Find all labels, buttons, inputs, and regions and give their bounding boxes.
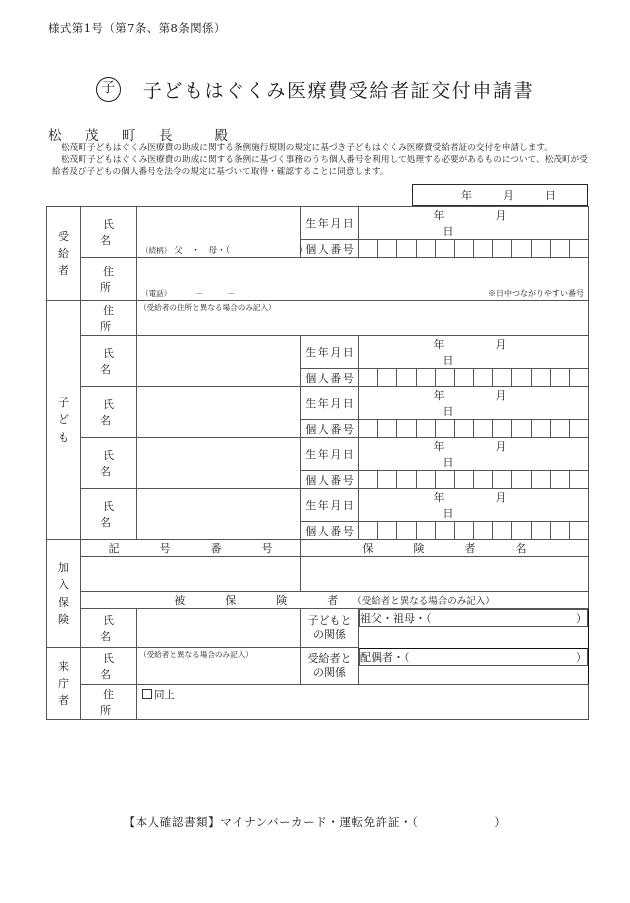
visitor-relation-value: 配偶者・（ — [360, 650, 410, 664]
child-1-name-row — [47, 336, 589, 369]
mynumber-digit[interactable] — [417, 420, 436, 437]
child-2-name-label: 氏 名 — [81, 387, 137, 438]
mynumber-digit[interactable] — [378, 522, 397, 539]
insured-name-label: 氏 名 — [81, 609, 137, 648]
recipient-mynumber-input[interactable] — [359, 240, 589, 258]
child-2-mynumber-label: 個人番号 — [301, 420, 359, 438]
child-3-name-row — [47, 438, 589, 471]
child-4-mynumber-input[interactable] — [359, 522, 589, 540]
mynumber-digit[interactable] — [532, 420, 551, 437]
insurance-insurer-name-header: 保 険 者 名 — [301, 540, 589, 557]
form-number: 様式第1号（第7条、第8条関係） — [48, 21, 226, 35]
checkbox-icon[interactable] — [142, 689, 152, 699]
recipient-name-input[interactable] — [137, 207, 308, 258]
mynumber-digit[interactable] — [532, 522, 551, 539]
mynumber-digit[interactable] — [378, 369, 397, 386]
mynumber-digit[interactable] — [493, 369, 512, 386]
mynumber-digit[interactable] — [532, 471, 551, 488]
date-month-label: 月 — [503, 189, 514, 202]
child-4-bd-year: 年 — [433, 491, 445, 504]
phone-dash-2: － — [227, 289, 236, 298]
visitor-relation-label: 受給者と の関係 — [301, 648, 359, 685]
child-2-name-row — [47, 387, 589, 420]
child-2-name-input[interactable] — [137, 387, 301, 438]
mynumber-digit[interactable] — [493, 420, 512, 437]
visitor-same-address-label: 同上 — [154, 689, 175, 701]
visitor-name-label: 氏 名 — [81, 648, 137, 685]
child-3-birthdate-label: 生年月日 — [301, 438, 359, 471]
child-2-birthdate-input[interactable] — [359, 387, 589, 420]
mynumber-digit[interactable] — [551, 240, 570, 257]
mynumber-digit[interactable] — [455, 522, 474, 539]
visitor-same-address-option[interactable] — [137, 685, 588, 704]
insured-relation-value: 祖父・祖母・（ — [360, 612, 432, 625]
insured-relation-input[interactable] — [359, 609, 588, 627]
child-2-mynumber-input[interactable] — [359, 420, 589, 438]
mynumber-digit[interactable] — [397, 240, 416, 257]
insurance-symbol-number-input[interactable] — [81, 557, 301, 592]
child-2-bd-day: 日 — [442, 405, 454, 418]
insured-relation-label: 子どもと の関係 — [301, 609, 359, 648]
form-title-row — [0, 76, 630, 103]
mynumber-digit[interactable] — [512, 471, 531, 488]
child-1-name-input[interactable] — [137, 336, 301, 387]
insurance-symbol-number-header: 記 号 番 号 — [81, 540, 301, 557]
recipient-relation-close: ） — [298, 246, 308, 256]
visitor-name-input[interactable] — [137, 648, 301, 685]
mynumber-digit[interactable] — [378, 420, 397, 437]
mynumber-digit[interactable] — [493, 522, 512, 539]
recipient-phone-line[interactable] — [137, 288, 588, 300]
id-docs-label: 【本人確認書類】 — [123, 815, 221, 829]
child-1-name-label: 氏 名 — [81, 336, 137, 387]
insurance-section-label: 加 入 保 険 — [47, 540, 81, 648]
insurance-values-row — [47, 557, 589, 592]
child-4-birthdate-label: 生年月日 — [301, 489, 359, 522]
mynumber-digit[interactable] — [532, 240, 551, 257]
date-year-label: 年 — [461, 189, 472, 202]
application-table — [46, 206, 589, 720]
child-1-bd-day: 日 — [442, 354, 454, 367]
recipient-birthdate-input[interactable] — [359, 207, 589, 240]
mynumber-digit[interactable] — [474, 471, 493, 488]
visitor-section-label: 来 庁 者 — [47, 648, 81, 720]
id-documents-footer — [0, 814, 630, 830]
mynumber-digit[interactable] — [436, 240, 455, 257]
mynumber-digit[interactable] — [570, 471, 588, 488]
children-address-input[interactable] — [137, 301, 589, 336]
mynumber-digit[interactable] — [455, 420, 474, 437]
mynumber-digit[interactable] — [474, 369, 493, 386]
addressee: 松 茂 町 長 殿 — [48, 128, 233, 144]
mynumber-digit[interactable] — [417, 369, 436, 386]
mynumber-digit[interactable] — [551, 522, 570, 539]
recipient-phone-note: ※日中つながりやすい番号 — [488, 289, 584, 298]
recipient-bd-month: 月 — [495, 209, 507, 222]
mynumber-digit[interactable] — [359, 420, 378, 437]
insured-header-text: 被 保 険 者 — [174, 594, 345, 607]
mynumber-digit[interactable] — [493, 471, 512, 488]
child-3-bd-year: 年 — [433, 440, 445, 453]
recipient-section-label: 受 給 者 — [47, 207, 81, 301]
mynumber-digit[interactable] — [397, 471, 416, 488]
circled-ko-icon: 子 — [96, 77, 121, 102]
mynumber-digit[interactable] — [512, 369, 531, 386]
paragraph-1: 松茂町子どもはぐくみ医療費の助成に関する条例施行規則の規定に基づき子どもはぐくみ医療費受給者証の交付を申請します。 — [61, 143, 554, 153]
mynumber-digit[interactable] — [359, 522, 378, 539]
child-1-birthdate-label: 生年月日 — [301, 336, 359, 369]
child-1-mynumber-input[interactable] — [359, 369, 589, 387]
child-4-name-label: 氏 名 — [81, 489, 137, 540]
children-address-row — [47, 301, 589, 336]
recipient-address-row — [47, 258, 589, 301]
id-docs-close: ） — [494, 815, 507, 829]
mynumber-digit[interactable] — [551, 420, 570, 437]
page-title: 子どもはぐくみ医療費受給者証交付申請書 — [142, 80, 535, 102]
mynumber-digit[interactable] — [436, 420, 455, 437]
child-1-bd-year: 年 — [433, 338, 445, 351]
mynumber-digit[interactable] — [359, 471, 378, 488]
insured-header-note: （受給者と異なる場合のみ記入） — [352, 596, 495, 607]
phone-dash-1: － — [195, 289, 204, 298]
mynumber-digit[interactable] — [512, 522, 531, 539]
child-4-bd-day: 日 — [442, 507, 454, 520]
mynumber-digit[interactable] — [378, 240, 397, 257]
visitor-address-row — [47, 685, 589, 720]
recipient-mynumber-label: 個人番号 — [301, 240, 359, 258]
mynumber-digit[interactable] — [570, 369, 588, 386]
visitor-relation-input[interactable] — [359, 648, 588, 666]
recipient-bd-day: 日 — [442, 225, 454, 238]
mynumber-digit[interactable] — [532, 369, 551, 386]
children-address-label: 住 所 — [81, 301, 137, 336]
insured-name-input[interactable] — [137, 609, 301, 648]
insurance-header-row — [47, 540, 589, 557]
child-3-mynumber-label: 個人番号 — [301, 471, 359, 489]
insured-person-header — [81, 592, 589, 609]
mynumber-digit[interactable] — [551, 471, 570, 488]
mynumber-digit[interactable] — [417, 522, 436, 539]
insured-header-row — [47, 592, 589, 609]
mynumber-boxes[interactable] — [359, 369, 588, 386]
recipient-name-label: 氏 名 — [81, 207, 137, 258]
recipient-birthdate-label: 生年月日 — [301, 207, 359, 240]
mynumber-digit[interactable] — [570, 240, 588, 257]
mynumber-digit[interactable] — [359, 369, 378, 386]
child-2-birthdate-label: 生年月日 — [301, 387, 359, 420]
insurance-insurer-name-input[interactable] — [301, 557, 589, 592]
child-3-name-input[interactable] — [137, 438, 301, 489]
mynumber-digit[interactable] — [455, 240, 474, 257]
child-2-bd-year: 年 — [433, 389, 445, 402]
insured-relation-close: ） — [576, 612, 587, 625]
visitor-address-label: 住 所 — [81, 685, 137, 720]
children-address-note: （受給者の住所と異なる場合のみ記入） — [139, 303, 276, 312]
mynumber-boxes[interactable] — [359, 240, 588, 257]
child-4-bd-month: 月 — [495, 491, 507, 504]
application-date-field[interactable] — [412, 184, 588, 206]
mynumber-digit[interactable] — [397, 369, 416, 386]
visitor-name-note: （受給者と異なる場合のみ記入） — [139, 650, 253, 659]
child-3-mynumber-input[interactable] — [359, 471, 589, 489]
recipient-relation-line[interactable] — [137, 244, 308, 257]
child-3-bd-day: 日 — [442, 456, 454, 469]
mynumber-digit[interactable] — [436, 471, 455, 488]
recipient-address-input[interactable] — [137, 258, 589, 301]
child-1-birthdate-input[interactable] — [359, 336, 589, 369]
recipient-phone-label: （電話） — [141, 289, 172, 298]
child-1-mynumber-label: 個人番号 — [301, 369, 359, 387]
mynumber-digit[interactable] — [551, 369, 570, 386]
recipient-relation-options: 父 ・ 母・（ — [174, 246, 230, 256]
mynumber-digit[interactable] — [570, 522, 588, 539]
id-docs-value: マイナンバーカード・運転免許証・（ — [220, 815, 419, 829]
mynumber-digit[interactable] — [474, 240, 493, 257]
mynumber-digit[interactable] — [570, 420, 588, 437]
children-section-label: 子 ど も — [47, 301, 81, 540]
recipient-name-row — [47, 207, 589, 240]
mynumber-digit[interactable] — [436, 369, 455, 386]
child-2-bd-month: 月 — [495, 389, 507, 402]
mynumber-digit[interactable] — [397, 420, 416, 437]
child-3-birthdate-input[interactable] — [359, 438, 589, 471]
mynumber-digit[interactable] — [378, 471, 397, 488]
mynumber-boxes[interactable] — [359, 420, 588, 437]
child-3-name-label: 氏 名 — [81, 438, 137, 489]
child-4-mynumber-label: 個人番号 — [301, 522, 359, 540]
mynumber-digit[interactable] — [512, 420, 531, 437]
child-4-name-row — [47, 489, 589, 522]
mynumber-digit[interactable] — [455, 369, 474, 386]
visitor-address-input[interactable] — [137, 685, 589, 720]
mynumber-digit[interactable] — [455, 471, 474, 488]
mynumber-boxes[interactable] — [359, 522, 588, 539]
recipient-relation-label: （続柄） — [141, 246, 172, 255]
date-day-label: 日 — [545, 189, 556, 202]
mynumber-digit[interactable] — [493, 240, 512, 257]
recipient-address-label: 住 所 — [81, 258, 137, 301]
visitor-name-row — [47, 648, 589, 685]
visitor-relation-close: ） — [576, 650, 587, 664]
recipient-bd-year: 年 — [433, 209, 445, 222]
child-4-name-input[interactable] — [137, 489, 301, 540]
child-4-birthdate-input[interactable] — [359, 489, 589, 522]
mynumber-digit[interactable] — [474, 522, 493, 539]
mynumber-digit[interactable] — [436, 522, 455, 539]
mynumber-boxes[interactable] — [359, 471, 588, 488]
mynumber-digit[interactable] — [359, 240, 378, 257]
insured-name-row — [47, 609, 589, 648]
mynumber-digit[interactable] — [512, 240, 531, 257]
body-paragraphs — [52, 142, 588, 179]
child-1-bd-month: 月 — [495, 338, 507, 351]
child-3-bd-month: 月 — [495, 440, 507, 453]
paragraph-2: 松茂町子どもはぐくみ医療費の助成に関する条例に基づく事務のうち個人番号を利用して処理する必要があるものについて、松茂町が受給者及び子どもの個人番号を法令の規定に基づいて取得・確認することに同意します。 — [52, 155, 588, 178]
mynumber-digit[interactable] — [417, 240, 436, 257]
mynumber-digit[interactable] — [397, 522, 416, 539]
mynumber-digit[interactable] — [474, 420, 493, 437]
mynumber-digit[interactable] — [417, 471, 436, 488]
